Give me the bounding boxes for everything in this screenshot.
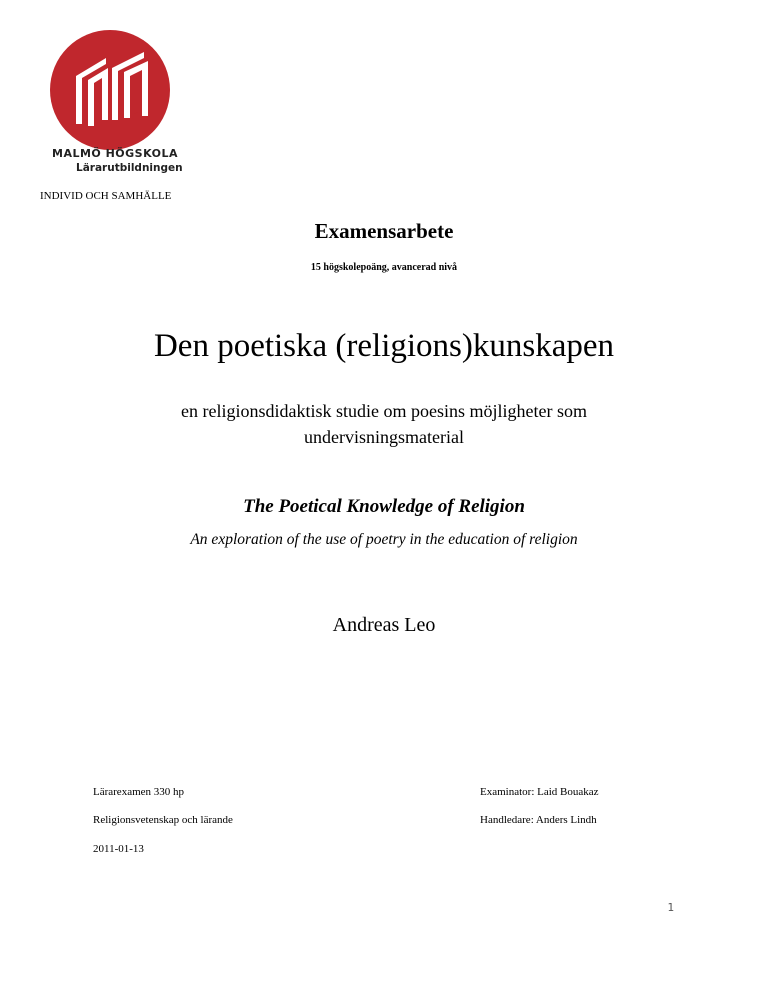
english-title: The Poetical Knowledge of Religion <box>243 496 525 517</box>
page-number: 1 <box>667 901 674 914</box>
examiner-label: Examinator: Laid Bouakaz <box>480 786 599 798</box>
supervisor-label: Handledare: Anders Lindh <box>480 814 597 826</box>
degree-label: Lärarexamen 330 hp <box>93 786 185 798</box>
thesis-subtitle <box>0 398 768 450</box>
thesis-title: Den poetiska (religions)kunskapen <box>153 328 615 364</box>
subtitle-line-1: en religionsdidaktisk studie om poesins möjligheter som <box>181 401 587 421</box>
credits-label: 15 högskolepoäng, avancerad nivå <box>310 262 458 273</box>
english-subtitle: An exploration of the use of poetry in the education of religion <box>190 531 578 548</box>
date-label: 2011-01-13 <box>93 843 144 855</box>
exam-type-heading: Examensarbete <box>314 219 454 243</box>
author-name: Andreas Leo <box>332 614 436 636</box>
department-label: INDIVID OCH SAMHÄLLE <box>40 190 172 202</box>
malmo-hogskola-emblem-icon <box>48 28 173 153</box>
subject-label: Religionsvetenskap och lärande <box>93 814 233 826</box>
logo-university-name: MALMÖ HÖGSKOLA <box>52 147 179 160</box>
subtitle-line-2: undervisningsmaterial <box>304 427 464 447</box>
logo-faculty-name: Lärarutbildningen <box>76 162 183 174</box>
